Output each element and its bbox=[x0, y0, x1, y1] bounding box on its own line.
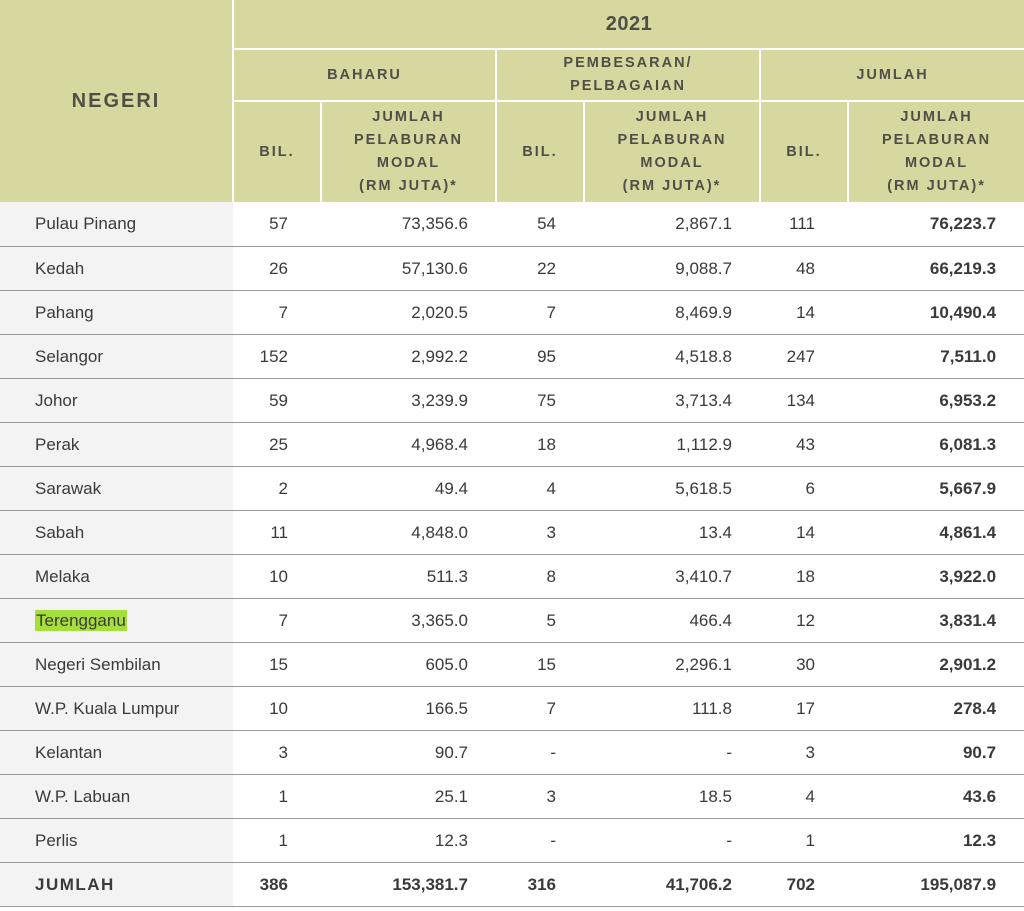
cell-baharu-bil: 57 bbox=[233, 202, 321, 247]
cell-baharu-modal: 49.4 bbox=[321, 467, 496, 511]
table-row bbox=[0, 555, 1024, 599]
cell-negeri: Perlis bbox=[0, 819, 233, 863]
cell-baharu-modal: 2,992.2 bbox=[321, 335, 496, 379]
cell-pembesaran-bil: 75 bbox=[496, 379, 584, 423]
cell-pembesaran-bil: 5 bbox=[496, 599, 584, 643]
cell-baharu-bil: 152 bbox=[233, 335, 321, 379]
table-row bbox=[0, 467, 1024, 511]
cell-baharu-bil: 59 bbox=[233, 379, 321, 423]
cell-jumlah-bil: 1 bbox=[760, 819, 848, 863]
table-row bbox=[0, 511, 1024, 555]
cell-baharu-modal: 73,356.6 bbox=[321, 202, 496, 247]
cell-pembesaran-bil: 4 bbox=[496, 467, 584, 511]
cell-pembesaran-bil: 316 bbox=[496, 863, 584, 907]
cell-pembesaran-modal: - bbox=[584, 819, 760, 863]
cell-jumlah-bil: 43 bbox=[760, 423, 848, 467]
cell-pembesaran-bil: 8 bbox=[496, 555, 584, 599]
cell-pembesaran-bil: - bbox=[496, 819, 584, 863]
cell-pembesaran-modal: 466.4 bbox=[584, 599, 760, 643]
cell-baharu-modal: 4,968.4 bbox=[321, 423, 496, 467]
cell-jumlah-bil: 12 bbox=[760, 599, 848, 643]
cell-pembesaran-bil: 95 bbox=[496, 335, 584, 379]
header-negeri: NEGERI bbox=[0, 0, 233, 202]
cell-baharu-bil: 386 bbox=[233, 863, 321, 907]
cell-jumlah-bil: 134 bbox=[760, 379, 848, 423]
cell-baharu-modal: 90.7 bbox=[321, 731, 496, 775]
cell-pembesaran-modal: 13.4 bbox=[584, 511, 760, 555]
cell-pembesaran-bil: - bbox=[496, 731, 584, 775]
cell-negeri: Melaka bbox=[0, 555, 233, 599]
cell-pembesaran-modal: 18.5 bbox=[584, 775, 760, 819]
cell-negeri: Kedah bbox=[0, 247, 233, 291]
cell-jumlah-bil: 18 bbox=[760, 555, 848, 599]
cell-baharu-bil: 1 bbox=[233, 819, 321, 863]
cell-baharu-bil: 7 bbox=[233, 599, 321, 643]
cell-pembesaran-modal: 9,088.7 bbox=[584, 247, 760, 291]
cell-jumlah-modal: 10,490.4 bbox=[848, 291, 1024, 335]
cell-pembesaran-modal: 2,296.1 bbox=[584, 643, 760, 687]
header-bil-jumlah: BIL. bbox=[760, 101, 848, 202]
cell-jumlah-modal: 6,953.2 bbox=[848, 379, 1024, 423]
cell-jumlah-modal: 12.3 bbox=[848, 819, 1024, 863]
cell-pembesaran-bil: 22 bbox=[496, 247, 584, 291]
cell-pembesaran-modal: 5,618.5 bbox=[584, 467, 760, 511]
table-row bbox=[0, 819, 1024, 863]
table-row bbox=[0, 423, 1024, 467]
cell-baharu-bil: 2 bbox=[233, 467, 321, 511]
cell-jumlah-modal: 3,922.0 bbox=[848, 555, 1024, 599]
cell-jumlah-bil: 14 bbox=[760, 511, 848, 555]
cell-baharu-modal: 153,381.7 bbox=[321, 863, 496, 907]
header-modal-pembesaran: JUMLAH PELABURAN MODAL (RM JUTA)* bbox=[584, 101, 760, 202]
header-group-jumlah: JUMLAH bbox=[760, 49, 1024, 101]
cell-pembesaran-bil: 7 bbox=[496, 291, 584, 335]
cell-jumlah-bil: 247 bbox=[760, 335, 848, 379]
table-body bbox=[0, 202, 1024, 907]
cell-negeri: Selangor bbox=[0, 335, 233, 379]
cell-jumlah-bil: 17 bbox=[760, 687, 848, 731]
cell-baharu-bil: 7 bbox=[233, 291, 321, 335]
header-year: 2021 bbox=[233, 0, 1024, 49]
cell-jumlah-bil: 14 bbox=[760, 291, 848, 335]
header-bil-pembesaran: BIL. bbox=[496, 101, 584, 202]
cell-baharu-modal: 166.5 bbox=[321, 687, 496, 731]
cell-jumlah-modal: 2,901.2 bbox=[848, 643, 1024, 687]
cell-jumlah-modal: 90.7 bbox=[848, 731, 1024, 775]
table-row bbox=[0, 643, 1024, 687]
cell-baharu-modal: 2,020.5 bbox=[321, 291, 496, 335]
cell-negeri: Sarawak bbox=[0, 467, 233, 511]
cell-jumlah-bil: 3 bbox=[760, 731, 848, 775]
cell-negeri: W.P. Kuala Lumpur bbox=[0, 687, 233, 731]
cell-negeri: Pahang bbox=[0, 291, 233, 335]
table-row bbox=[0, 775, 1024, 819]
cell-baharu-modal: 605.0 bbox=[321, 643, 496, 687]
cell-jumlah-bil: 48 bbox=[760, 247, 848, 291]
cell-negeri bbox=[0, 599, 233, 643]
cell-jumlah-modal: 278.4 bbox=[848, 687, 1024, 731]
table-row bbox=[0, 379, 1024, 423]
cell-pembesaran-modal: 3,713.4 bbox=[584, 379, 760, 423]
cell-baharu-modal: 3,365.0 bbox=[321, 599, 496, 643]
cell-jumlah-modal: 66,219.3 bbox=[848, 247, 1024, 291]
cell-pembesaran-modal: 111.8 bbox=[584, 687, 760, 731]
cell-pembesaran-modal: 3,410.7 bbox=[584, 555, 760, 599]
cell-negeri: Negeri Sembilan bbox=[0, 643, 233, 687]
cell-negeri: Perak bbox=[0, 423, 233, 467]
table-row bbox=[0, 202, 1024, 247]
cell-baharu-bil: 26 bbox=[233, 247, 321, 291]
cell-baharu-bil: 11 bbox=[233, 511, 321, 555]
cell-baharu-modal: 511.3 bbox=[321, 555, 496, 599]
cell-baharu-modal: 25.1 bbox=[321, 775, 496, 819]
header-modal-jumlah: JUMLAH PELABURAN MODAL (RM JUTA)* bbox=[848, 101, 1024, 202]
header-bil-baharu: BIL. bbox=[233, 101, 321, 202]
table-row bbox=[0, 247, 1024, 291]
header-modal-baharu: JUMLAH PELABURAN MODAL (RM JUTA)* bbox=[321, 101, 496, 202]
cell-pembesaran-modal: 2,867.1 bbox=[584, 202, 760, 247]
header-group-pembesaran: PEMBESARAN/ PELBAGAIAN bbox=[496, 49, 760, 101]
cell-baharu-bil: 10 bbox=[233, 687, 321, 731]
cell-jumlah-modal: 43.6 bbox=[848, 775, 1024, 819]
cell-negeri: Pulau Pinang bbox=[0, 202, 233, 247]
total-row bbox=[0, 863, 1024, 907]
cell-pembesaran-modal: 8,469.9 bbox=[584, 291, 760, 335]
cell-pembesaran-bil: 7 bbox=[496, 687, 584, 731]
cell-baharu-modal: 3,239.9 bbox=[321, 379, 496, 423]
cell-jumlah-modal: 195,087.9 bbox=[848, 863, 1024, 907]
cell-baharu-modal: 4,848.0 bbox=[321, 511, 496, 555]
cell-baharu-modal: 57,130.6 bbox=[321, 247, 496, 291]
table-row bbox=[0, 599, 1024, 643]
cell-baharu-bil: 10 bbox=[233, 555, 321, 599]
cell-baharu-modal: 12.3 bbox=[321, 819, 496, 863]
cell-jumlah-bil: 4 bbox=[760, 775, 848, 819]
cell-pembesaran-bil: 3 bbox=[496, 511, 584, 555]
cell-jumlah-modal: 76,223.7 bbox=[848, 202, 1024, 247]
cell-negeri: Kelantan bbox=[0, 731, 233, 775]
table-row bbox=[0, 335, 1024, 379]
cell-negeri: Sabah bbox=[0, 511, 233, 555]
cell-jumlah-modal: 7,511.0 bbox=[848, 335, 1024, 379]
header-group-baharu: BAHARU bbox=[233, 49, 496, 101]
table-row bbox=[0, 687, 1024, 731]
table-row bbox=[0, 291, 1024, 335]
cell-negeri: JUMLAH bbox=[0, 863, 233, 907]
cell-pembesaran-modal: 4,518.8 bbox=[584, 335, 760, 379]
table-row bbox=[0, 731, 1024, 775]
cell-jumlah-bil: 30 bbox=[760, 643, 848, 687]
cell-negeri: Johor bbox=[0, 379, 233, 423]
cell-baharu-bil: 25 bbox=[233, 423, 321, 467]
cell-pembesaran-modal: 41,706.2 bbox=[584, 863, 760, 907]
cell-baharu-bil: 15 bbox=[233, 643, 321, 687]
cell-pembesaran-modal: 1,112.9 bbox=[584, 423, 760, 467]
cell-jumlah-bil: 6 bbox=[760, 467, 848, 511]
highlighted-text: Terengganu bbox=[36, 610, 126, 630]
cell-pembesaran-bil: 18 bbox=[496, 423, 584, 467]
cell-baharu-bil: 3 bbox=[233, 731, 321, 775]
table-header bbox=[0, 0, 1024, 202]
cell-jumlah-modal: 4,861.4 bbox=[848, 511, 1024, 555]
cell-pembesaran-bil: 15 bbox=[496, 643, 584, 687]
cell-negeri: W.P. Labuan bbox=[0, 775, 233, 819]
cell-jumlah-modal: 6,081.3 bbox=[848, 423, 1024, 467]
cell-pembesaran-bil: 54 bbox=[496, 202, 584, 247]
cell-jumlah-modal: 5,667.9 bbox=[848, 467, 1024, 511]
cell-baharu-bil: 1 bbox=[233, 775, 321, 819]
cell-pembesaran-bil: 3 bbox=[496, 775, 584, 819]
cell-jumlah-bil: 702 bbox=[760, 863, 848, 907]
cell-jumlah-bil: 111 bbox=[760, 202, 848, 247]
cell-jumlah-modal: 3,831.4 bbox=[848, 599, 1024, 643]
cell-pembesaran-modal: - bbox=[584, 731, 760, 775]
